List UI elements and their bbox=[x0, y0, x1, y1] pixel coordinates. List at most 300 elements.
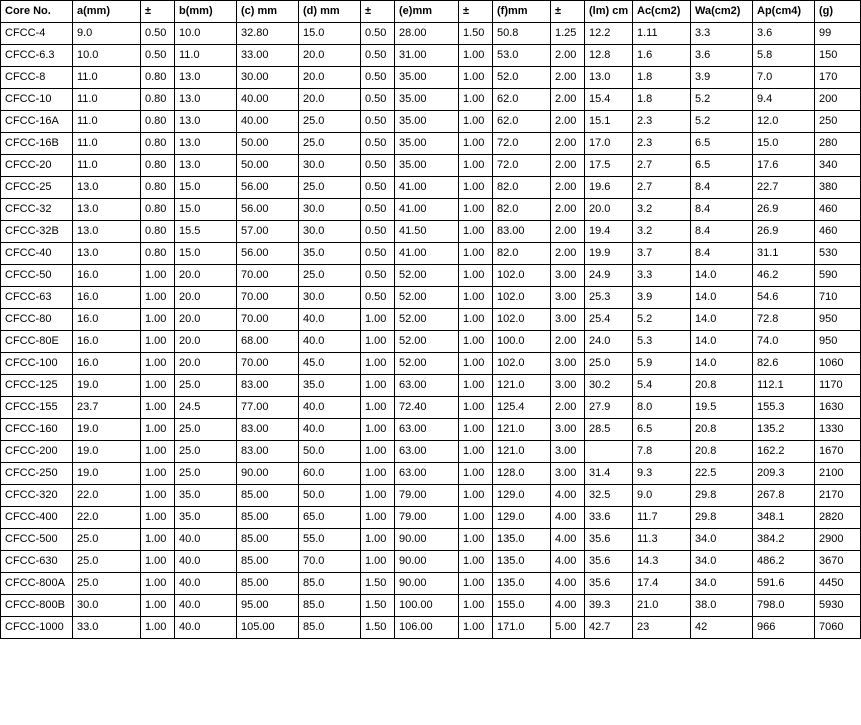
table-row bbox=[1, 155, 861, 177]
table-cell: 0.50 bbox=[361, 177, 395, 199]
table-cell: 25.3 bbox=[585, 287, 633, 309]
table-cell: 46.2 bbox=[753, 265, 815, 287]
column-header: ± bbox=[361, 1, 395, 23]
column-header: a(mm) bbox=[73, 1, 141, 23]
table-cell: 19.0 bbox=[73, 441, 141, 463]
table-cell: 9.4 bbox=[753, 89, 815, 111]
core-number-cell: CFCC-80 bbox=[1, 309, 73, 331]
table-cell: 4.00 bbox=[551, 551, 585, 573]
table-cell: 33.0 bbox=[73, 617, 141, 639]
table-row bbox=[1, 529, 861, 551]
table-cell: 25.0 bbox=[299, 177, 361, 199]
table-cell: 25.4 bbox=[585, 309, 633, 331]
table-row bbox=[1, 573, 861, 595]
table-cell: 90.00 bbox=[237, 463, 299, 485]
table-cell: 63.00 bbox=[395, 441, 459, 463]
table-header-row bbox=[1, 1, 861, 23]
table-cell: 0.50 bbox=[361, 111, 395, 133]
table-cell: 1.00 bbox=[459, 133, 493, 155]
table-cell: 15.5 bbox=[175, 221, 237, 243]
table-cell: 1670 bbox=[815, 441, 861, 463]
table-cell: 22.0 bbox=[73, 485, 141, 507]
table-body bbox=[1, 23, 861, 639]
table-cell: 24.0 bbox=[585, 331, 633, 353]
table-cell: 39.3 bbox=[585, 595, 633, 617]
table-cell: 35.0 bbox=[299, 243, 361, 265]
column-header: (d) mm bbox=[299, 1, 361, 23]
table-cell: 54.6 bbox=[753, 287, 815, 309]
table-cell: 4.00 bbox=[551, 595, 585, 617]
table-cell: 155.3 bbox=[753, 397, 815, 419]
table-cell: 1.00 bbox=[459, 397, 493, 419]
table-cell: 209.3 bbox=[753, 463, 815, 485]
table-cell: 26.9 bbox=[753, 221, 815, 243]
table-cell: 11.0 bbox=[73, 67, 141, 89]
table-cell: 20.0 bbox=[175, 331, 237, 353]
table-cell: 14.0 bbox=[691, 265, 753, 287]
table-cell: 40.0 bbox=[299, 397, 361, 419]
core-number-cell: CFCC-8 bbox=[1, 67, 73, 89]
table-cell: 40.0 bbox=[175, 573, 237, 595]
table-cell: 1.00 bbox=[361, 397, 395, 419]
table-cell: 62.0 bbox=[493, 111, 551, 133]
table-cell: 1.00 bbox=[141, 331, 175, 353]
table-cell: 2.7 bbox=[633, 155, 691, 177]
table-cell: 1.00 bbox=[459, 507, 493, 529]
table-cell: 3.00 bbox=[551, 463, 585, 485]
table-cell: 20.0 bbox=[299, 89, 361, 111]
table-row bbox=[1, 23, 861, 45]
table-cell: 0.80 bbox=[141, 221, 175, 243]
table-row bbox=[1, 133, 861, 155]
table-cell: 0.50 bbox=[361, 287, 395, 309]
table-cell: 2.00 bbox=[551, 331, 585, 353]
table-cell: 70.00 bbox=[237, 265, 299, 287]
table-cell: 70.00 bbox=[237, 287, 299, 309]
table-cell: 42 bbox=[691, 617, 753, 639]
table-cell: 41.00 bbox=[395, 177, 459, 199]
table-cell: 384.2 bbox=[753, 529, 815, 551]
table-cell: 38.0 bbox=[691, 595, 753, 617]
table-cell: 2.00 bbox=[551, 45, 585, 67]
table-cell: 3.00 bbox=[551, 287, 585, 309]
table-cell: 1170 bbox=[815, 375, 861, 397]
table-cell: 13.0 bbox=[175, 133, 237, 155]
table-cell: 150 bbox=[815, 45, 861, 67]
table-cell: 798.0 bbox=[753, 595, 815, 617]
table-cell: 12.2 bbox=[585, 23, 633, 45]
column-header: (c) mm bbox=[237, 1, 299, 23]
table-cell: 2.00 bbox=[551, 243, 585, 265]
table-cell: 3.6 bbox=[691, 45, 753, 67]
table-cell: 1.00 bbox=[141, 595, 175, 617]
column-header: (e)mm bbox=[395, 1, 459, 23]
table-cell: 5.2 bbox=[691, 111, 753, 133]
table-cell: 95.00 bbox=[237, 595, 299, 617]
table-cell: 17.0 bbox=[585, 133, 633, 155]
table-cell: 2.00 bbox=[551, 397, 585, 419]
table-cell: 72.0 bbox=[493, 155, 551, 177]
table-cell: 966 bbox=[753, 617, 815, 639]
table-cell: 23.7 bbox=[73, 397, 141, 419]
table-cell: 13.0 bbox=[73, 221, 141, 243]
table-cell: 1.00 bbox=[459, 89, 493, 111]
core-number-cell: CFCC-320 bbox=[1, 485, 73, 507]
table-cell: 85.00 bbox=[237, 485, 299, 507]
table-row bbox=[1, 89, 861, 111]
table-cell: 20.0 bbox=[175, 309, 237, 331]
table-cell: 1.8 bbox=[633, 67, 691, 89]
table-cell: 102.0 bbox=[493, 287, 551, 309]
table-cell: 16.0 bbox=[73, 309, 141, 331]
table-cell: 1.00 bbox=[459, 551, 493, 573]
table-cell: 15.0 bbox=[175, 177, 237, 199]
table-cell: 710 bbox=[815, 287, 861, 309]
core-number-cell: CFCC-40 bbox=[1, 243, 73, 265]
table-cell: 2.00 bbox=[551, 155, 585, 177]
column-header: ± bbox=[551, 1, 585, 23]
table-cell: 9.0 bbox=[633, 485, 691, 507]
table-cell: 31.4 bbox=[585, 463, 633, 485]
table-cell: 2.3 bbox=[633, 111, 691, 133]
table-cell: 3.00 bbox=[551, 441, 585, 463]
table-cell: 1.00 bbox=[361, 375, 395, 397]
column-header: (f)mm bbox=[493, 1, 551, 23]
table-cell: 85.0 bbox=[299, 573, 361, 595]
table-cell: 3.3 bbox=[691, 23, 753, 45]
table-cell: 14.0 bbox=[691, 331, 753, 353]
table-cell: 35.6 bbox=[585, 573, 633, 595]
table-cell: 4.00 bbox=[551, 485, 585, 507]
table-cell: 1.00 bbox=[141, 529, 175, 551]
table-cell: 7.0 bbox=[753, 67, 815, 89]
table-cell: 24.9 bbox=[585, 265, 633, 287]
table-cell: 41.00 bbox=[395, 199, 459, 221]
table-cell: 3.00 bbox=[551, 375, 585, 397]
table-cell: 1.00 bbox=[361, 551, 395, 573]
table-cell: 1.00 bbox=[459, 529, 493, 551]
table-cell: 1.00 bbox=[361, 353, 395, 375]
table-cell: 3.6 bbox=[753, 23, 815, 45]
table-cell: 40.0 bbox=[299, 309, 361, 331]
table-cell: 10.0 bbox=[73, 45, 141, 67]
table-cell: 100.0 bbox=[493, 331, 551, 353]
core-number-cell: CFCC-250 bbox=[1, 463, 73, 485]
table-cell: 2.00 bbox=[551, 67, 585, 89]
table-cell: 28.5 bbox=[585, 419, 633, 441]
table-cell: 486.2 bbox=[753, 551, 815, 573]
table-cell: 1.00 bbox=[459, 45, 493, 67]
table-cell: 50.0 bbox=[299, 485, 361, 507]
table-cell: 1.00 bbox=[459, 463, 493, 485]
core-number-cell: CFCC-6.3 bbox=[1, 45, 73, 67]
table-cell: 20.0 bbox=[175, 287, 237, 309]
table-cell: 5.00 bbox=[551, 617, 585, 639]
core-number-cell: CFCC-4 bbox=[1, 23, 73, 45]
table-cell: 70.0 bbox=[299, 551, 361, 573]
table-cell: 19.4 bbox=[585, 221, 633, 243]
table-cell: 3.3 bbox=[633, 265, 691, 287]
table-cell: 1.00 bbox=[459, 485, 493, 507]
core-number-cell: CFCC-50 bbox=[1, 265, 73, 287]
table-cell: 52.00 bbox=[395, 265, 459, 287]
table-cell: 13.0 bbox=[175, 89, 237, 111]
table-cell: 11.0 bbox=[73, 133, 141, 155]
table-cell: 1.00 bbox=[459, 287, 493, 309]
table-row bbox=[1, 353, 861, 375]
table-row bbox=[1, 309, 861, 331]
core-number-cell: CFCC-20 bbox=[1, 155, 73, 177]
table-cell: 65.0 bbox=[299, 507, 361, 529]
table-cell: 1.00 bbox=[459, 441, 493, 463]
table-cell: 591.6 bbox=[753, 573, 815, 595]
table-cell: 0.80 bbox=[141, 177, 175, 199]
table-cell: 24.5 bbox=[175, 397, 237, 419]
table-row bbox=[1, 507, 861, 529]
table-cell: 121.0 bbox=[493, 441, 551, 463]
table-cell: 0.50 bbox=[361, 45, 395, 67]
table-cell: 83.00 bbox=[237, 441, 299, 463]
table-cell: 56.00 bbox=[237, 199, 299, 221]
table-header bbox=[1, 1, 861, 23]
table-cell: 40.0 bbox=[299, 419, 361, 441]
table-cell: 45.0 bbox=[299, 353, 361, 375]
table-cell: 35.0 bbox=[175, 485, 237, 507]
table-cell: 77.00 bbox=[237, 397, 299, 419]
table-cell: 15.0 bbox=[299, 23, 361, 45]
table-cell: 22.5 bbox=[691, 463, 753, 485]
table-cell: 83.00 bbox=[493, 221, 551, 243]
table-cell: 135.2 bbox=[753, 419, 815, 441]
table-cell: 0.50 bbox=[361, 67, 395, 89]
table-cell: 13.0 bbox=[175, 111, 237, 133]
table-cell: 1.00 bbox=[459, 221, 493, 243]
table-cell: 85.0 bbox=[299, 617, 361, 639]
table-cell: 0.50 bbox=[361, 89, 395, 111]
table-cell: 31.1 bbox=[753, 243, 815, 265]
table-cell: 15.4 bbox=[585, 89, 633, 111]
table-cell: 162.2 bbox=[753, 441, 815, 463]
table-cell: 155.0 bbox=[493, 595, 551, 617]
table-cell: 82.0 bbox=[493, 243, 551, 265]
table-cell: 70.00 bbox=[237, 309, 299, 331]
table-cell: 1.00 bbox=[459, 595, 493, 617]
table-cell: 1.00 bbox=[459, 419, 493, 441]
core-number-cell: CFCC-400 bbox=[1, 507, 73, 529]
table-cell: 1.00 bbox=[141, 375, 175, 397]
table-cell: 25.0 bbox=[585, 353, 633, 375]
table-cell: 0.80 bbox=[141, 199, 175, 221]
core-number-cell: CFCC-500 bbox=[1, 529, 73, 551]
table-cell: 25.0 bbox=[299, 111, 361, 133]
table-cell: 14.0 bbox=[691, 309, 753, 331]
table-row bbox=[1, 199, 861, 221]
table-cell: 82.6 bbox=[753, 353, 815, 375]
table-cell: 1.00 bbox=[361, 419, 395, 441]
table-cell: 60.0 bbox=[299, 463, 361, 485]
column-header: Ac(cm2) bbox=[633, 1, 691, 23]
table-cell: 53.0 bbox=[493, 45, 551, 67]
table-cell: 102.0 bbox=[493, 353, 551, 375]
core-number-cell: CFCC-16A bbox=[1, 111, 73, 133]
table-cell: 22.7 bbox=[753, 177, 815, 199]
column-header: ± bbox=[459, 1, 493, 23]
table-cell: 1.00 bbox=[459, 67, 493, 89]
table-cell: 15.0 bbox=[175, 199, 237, 221]
table-cell: 30.0 bbox=[299, 287, 361, 309]
table-cell: 34.0 bbox=[691, 529, 753, 551]
table-cell: 14.0 bbox=[691, 287, 753, 309]
table-cell: 6.5 bbox=[633, 419, 691, 441]
table-cell: 11.7 bbox=[633, 507, 691, 529]
core-number-cell: CFCC-32 bbox=[1, 199, 73, 221]
table-cell: 30.0 bbox=[299, 155, 361, 177]
table-cell: 13.0 bbox=[73, 177, 141, 199]
table-cell: 20.8 bbox=[691, 441, 753, 463]
table-cell: 2.7 bbox=[633, 177, 691, 199]
table-cell: 1.00 bbox=[361, 441, 395, 463]
table-row bbox=[1, 243, 861, 265]
table-cell: 4.00 bbox=[551, 529, 585, 551]
table-cell: 25.0 bbox=[73, 551, 141, 573]
table-cell: 35.00 bbox=[395, 111, 459, 133]
table-cell: 250 bbox=[815, 111, 861, 133]
table-cell: 1.00 bbox=[459, 375, 493, 397]
table-cell: 35.00 bbox=[395, 67, 459, 89]
table-cell: 25.0 bbox=[73, 529, 141, 551]
table-cell: 1.00 bbox=[459, 111, 493, 133]
table-cell: 135.0 bbox=[493, 529, 551, 551]
table-cell: 3.00 bbox=[551, 353, 585, 375]
table-cell: 13.0 bbox=[73, 243, 141, 265]
table-row bbox=[1, 111, 861, 133]
table-cell: 2.00 bbox=[551, 133, 585, 155]
table-row bbox=[1, 331, 861, 353]
table-cell: 90.00 bbox=[395, 529, 459, 551]
table-cell: 19.5 bbox=[691, 397, 753, 419]
table-cell: 41.50 bbox=[395, 221, 459, 243]
table-cell: 0.80 bbox=[141, 133, 175, 155]
table-cell: 3.2 bbox=[633, 199, 691, 221]
column-header: b(mm) bbox=[175, 1, 237, 23]
table-cell: 63.00 bbox=[395, 375, 459, 397]
table-cell: 11.0 bbox=[175, 45, 237, 67]
table-cell: 41.00 bbox=[395, 243, 459, 265]
table-cell: 1.00 bbox=[141, 287, 175, 309]
table-cell: 17.4 bbox=[633, 573, 691, 595]
table-cell: 1.6 bbox=[633, 45, 691, 67]
core-number-cell: CFCC-160 bbox=[1, 419, 73, 441]
table-cell: 0.50 bbox=[361, 133, 395, 155]
table-cell: 15.1 bbox=[585, 111, 633, 133]
table-cell: 55.0 bbox=[299, 529, 361, 551]
table-cell: 102.0 bbox=[493, 309, 551, 331]
table-cell: 79.00 bbox=[395, 485, 459, 507]
table-cell: 35.6 bbox=[585, 551, 633, 573]
table-cell: 5.2 bbox=[633, 309, 691, 331]
table-cell: 6.5 bbox=[691, 133, 753, 155]
table-cell: 3670 bbox=[815, 551, 861, 573]
table-cell: 17.6 bbox=[753, 155, 815, 177]
table-cell: 125.4 bbox=[493, 397, 551, 419]
table-cell: 40.0 bbox=[175, 529, 237, 551]
table-cell: 3.7 bbox=[633, 243, 691, 265]
table-cell: 25.0 bbox=[175, 375, 237, 397]
table-cell: 8.4 bbox=[691, 221, 753, 243]
table-cell: 1.50 bbox=[361, 617, 395, 639]
table-cell: 63.00 bbox=[395, 463, 459, 485]
table-cell: 4.00 bbox=[551, 507, 585, 529]
table-cell: 14.3 bbox=[633, 551, 691, 573]
table-cell: 40.0 bbox=[175, 595, 237, 617]
table-cell: 72.8 bbox=[753, 309, 815, 331]
table-cell: 0.50 bbox=[361, 221, 395, 243]
table-row bbox=[1, 485, 861, 507]
table-cell: 0.50 bbox=[141, 45, 175, 67]
table-row bbox=[1, 595, 861, 617]
table-cell: 85.00 bbox=[237, 529, 299, 551]
table-cell: 0.50 bbox=[141, 23, 175, 45]
table-cell: 17.5 bbox=[585, 155, 633, 177]
table-cell: 8.0 bbox=[633, 397, 691, 419]
table-cell: 106.00 bbox=[395, 617, 459, 639]
table-cell: 52.00 bbox=[395, 287, 459, 309]
table-cell: 40.00 bbox=[237, 89, 299, 111]
table-cell: 3.9 bbox=[633, 287, 691, 309]
table-cell: 13.0 bbox=[175, 155, 237, 177]
table-row bbox=[1, 551, 861, 573]
table-cell: 19.0 bbox=[73, 463, 141, 485]
table-cell: 10.0 bbox=[175, 23, 237, 45]
table-cell: 90.00 bbox=[395, 573, 459, 595]
table-cell: 135.0 bbox=[493, 573, 551, 595]
table-cell: 5.8 bbox=[753, 45, 815, 67]
table-cell: 70.00 bbox=[237, 353, 299, 375]
table-cell: 0.80 bbox=[141, 111, 175, 133]
table-cell: 2900 bbox=[815, 529, 861, 551]
table-cell: 40.00 bbox=[237, 111, 299, 133]
table-cell: 280 bbox=[815, 133, 861, 155]
table-cell: 105.00 bbox=[237, 617, 299, 639]
table-row bbox=[1, 463, 861, 485]
table-cell: 52.00 bbox=[395, 331, 459, 353]
table-cell: 16.0 bbox=[73, 265, 141, 287]
table-cell: 5.9 bbox=[633, 353, 691, 375]
table-cell: 8.4 bbox=[691, 177, 753, 199]
table-cell: 1.00 bbox=[361, 507, 395, 529]
table-cell: 25.0 bbox=[299, 133, 361, 155]
core-number-cell: CFCC-800B bbox=[1, 595, 73, 617]
column-header: Ap(cm4) bbox=[753, 1, 815, 23]
table-cell: 1.50 bbox=[361, 595, 395, 617]
table-cell: 1.00 bbox=[459, 309, 493, 331]
table-cell: 35.0 bbox=[299, 375, 361, 397]
table-cell: 62.0 bbox=[493, 89, 551, 111]
table-cell: 460 bbox=[815, 221, 861, 243]
table-cell: 8.4 bbox=[691, 243, 753, 265]
table-cell: 950 bbox=[815, 331, 861, 353]
table-cell: 99 bbox=[815, 23, 861, 45]
table-cell: 1.00 bbox=[141, 485, 175, 507]
table-cell: 380 bbox=[815, 177, 861, 199]
table-cell: 171.0 bbox=[493, 617, 551, 639]
table-cell: 3.00 bbox=[551, 419, 585, 441]
table-cell: 4450 bbox=[815, 573, 861, 595]
table-cell: 1.00 bbox=[459, 177, 493, 199]
table-cell: 7060 bbox=[815, 617, 861, 639]
table-row bbox=[1, 45, 861, 67]
column-header: (g) bbox=[815, 1, 861, 23]
